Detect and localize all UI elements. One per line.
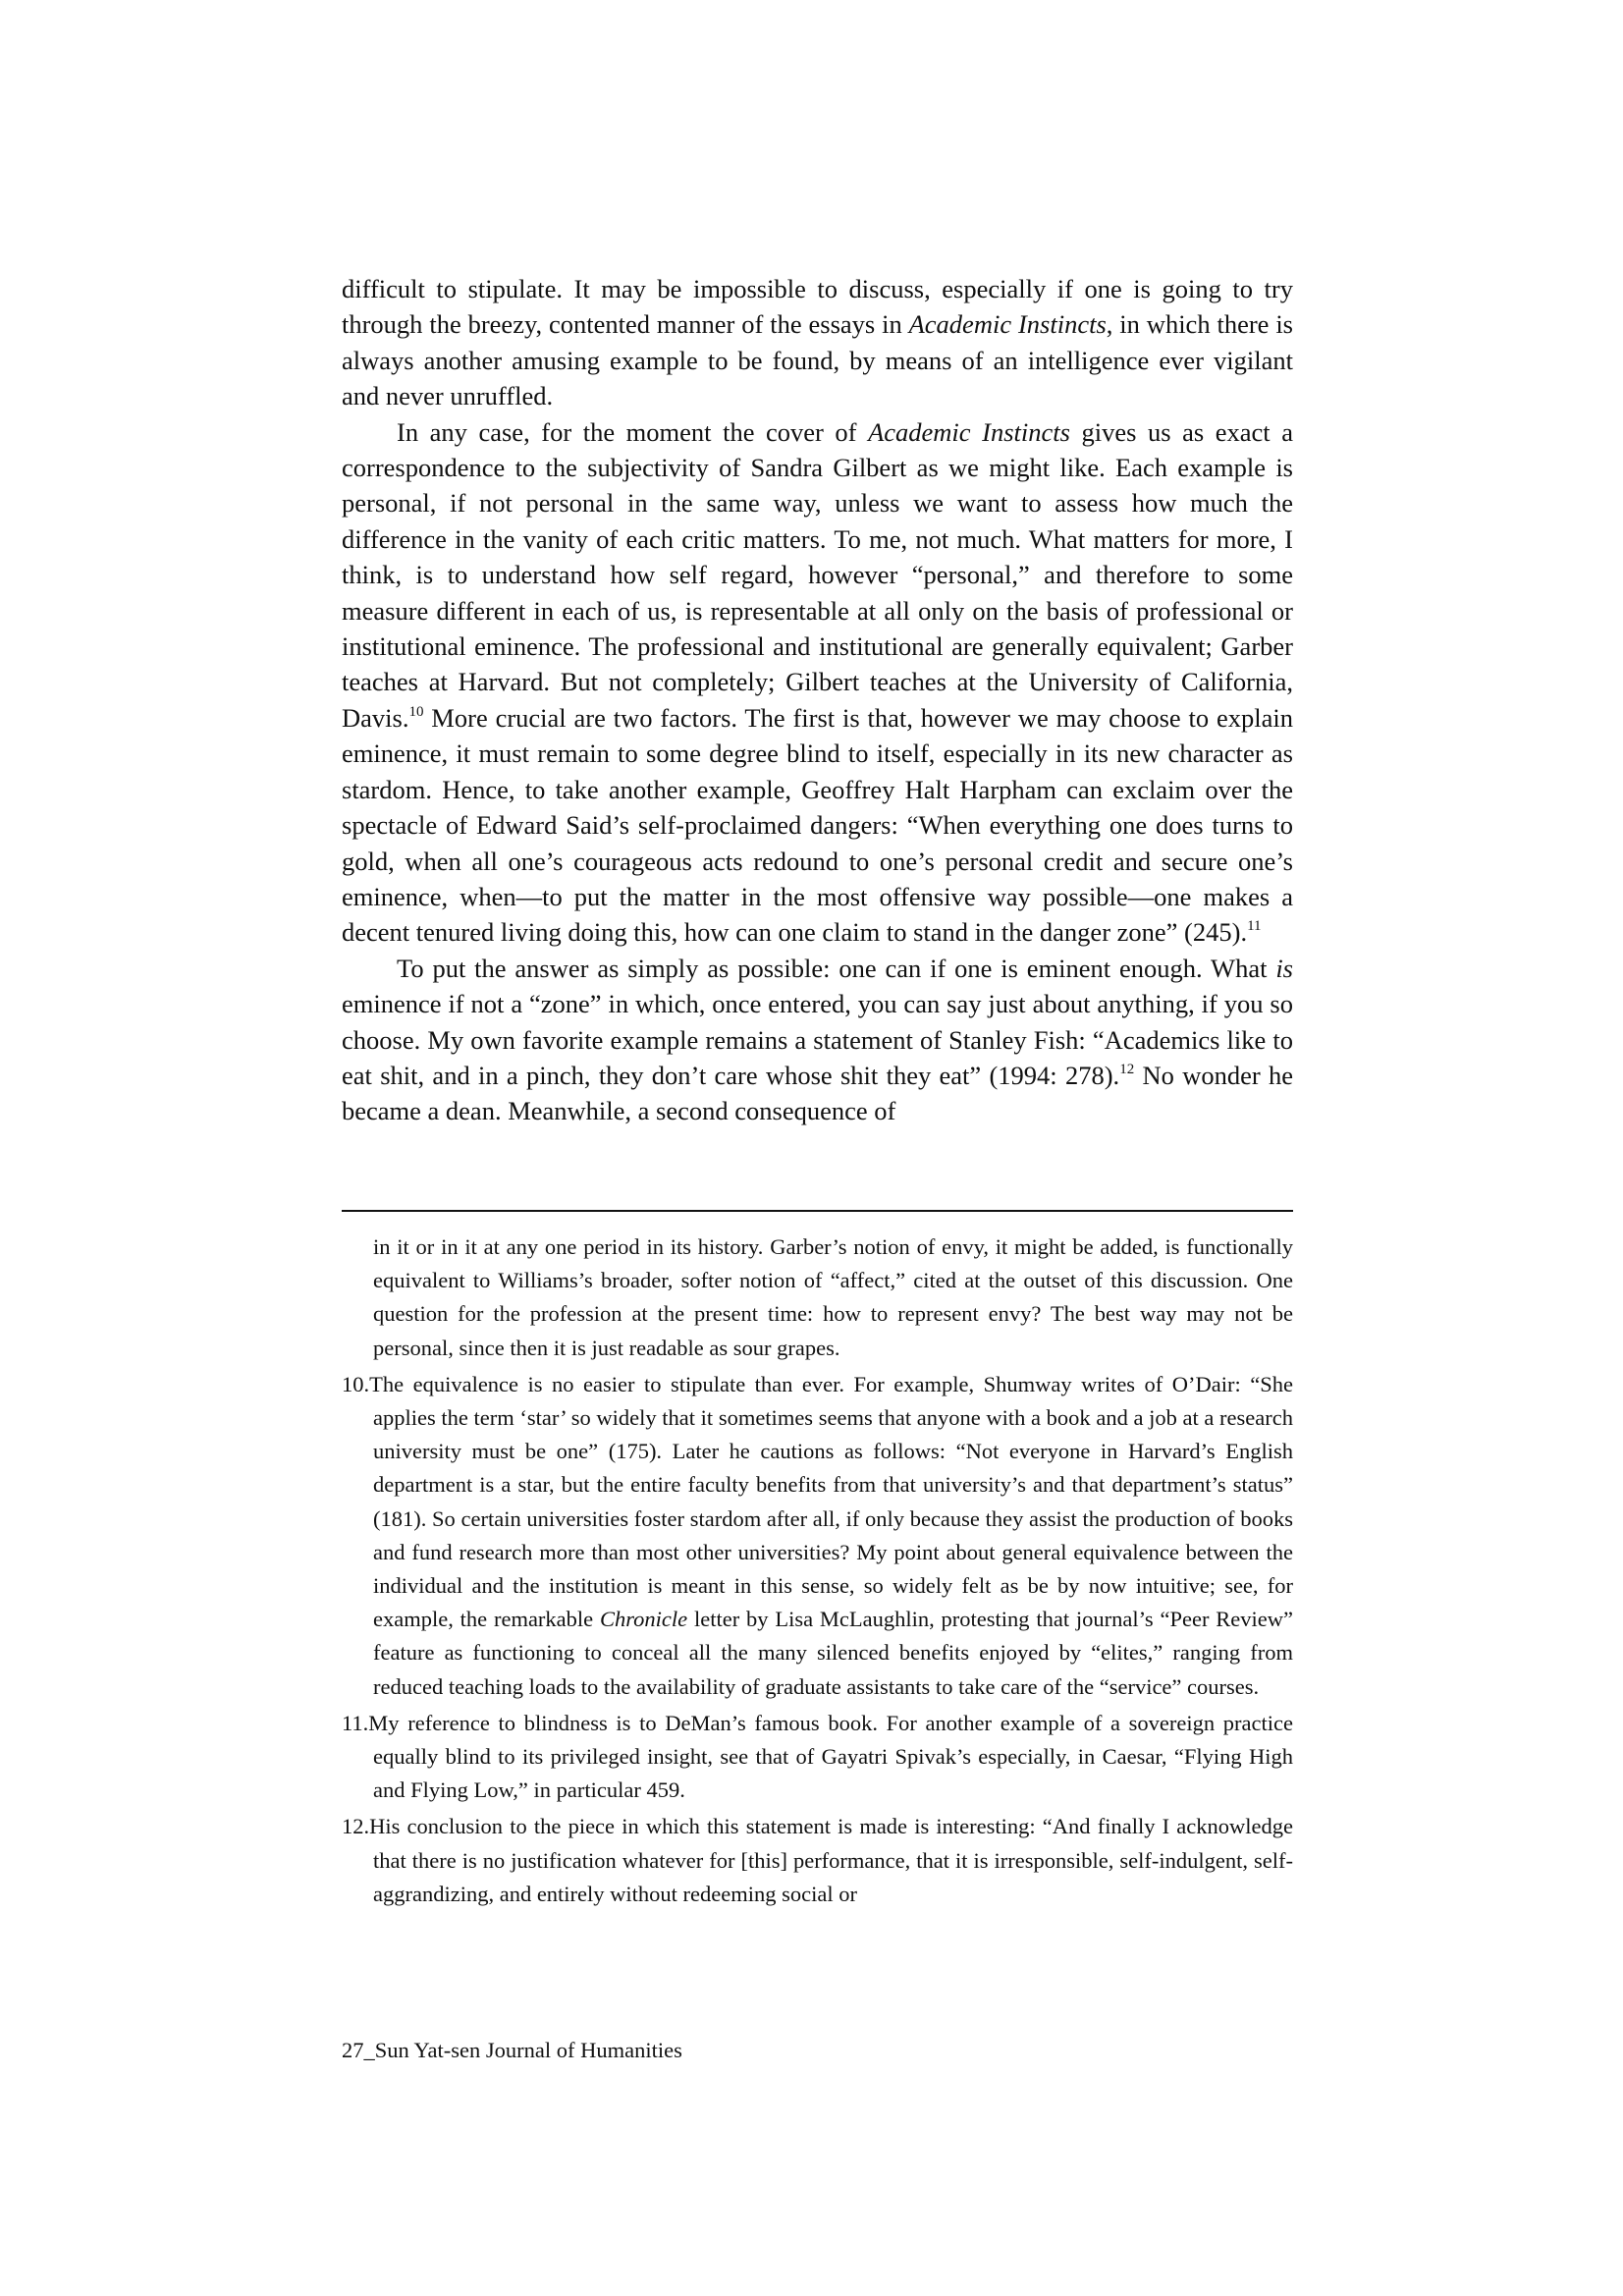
text-run: In any case, for the moment the cover of	[397, 416, 869, 447]
footnotes	[342, 1230, 1293, 1911]
text-run: eminence if not a “zone” in which, once entered, you can say just about anything, if you so choose. My own favorite example remains a statement of Stanley Fish: “Academics like to eat shit, and in a pinch, they don’t care whose shit they eat” (1994: 278).	[342, 989, 1293, 1090]
footnote-11	[342, 1707, 1293, 1808]
paragraph-3	[342, 951, 1293, 1129]
footnote-number: 11.	[342, 1710, 369, 1735]
footnote-continuation: in it or in it at any one period in its history. Garber’s notion of envy, it might be added, is functionally equivalent to Williams’s broader, softer notion of “affect,” cited at the outset of this discussion. One question for the profession at the present time: how to represent envy? The best way may not be personal, since then it is just readable as sour grapes.	[373, 1234, 1293, 1360]
text-run: His conclusion to the piece in which this statement is made is interesting: “And finally I acknowledge that there is no justification whatever for [this] performance, that it is irresponsible, self-indulgent, self-aggrandizing, and entirely without redeeming social or	[369, 1814, 1293, 1906]
italic-word: is	[1275, 953, 1293, 983]
text-run: , in which there is always another amusing example to be found, by means of an intelligence ever vigilant and never unruffled.	[342, 309, 1293, 411]
paragraph-1	[342, 271, 1293, 414]
text-run: letter by Lisa McLaughlin, protesting that journal’s “Peer Review” feature as functioning to conceal all the many silenced benefits enjoyed by “elites,” ranging from reduced teaching loads to the availability of graduate assistants to take care of the “service” courses.	[373, 1607, 1293, 1699]
text-run: The equivalence is no easier to stipulate than ever. For example, Shumway writes of O’Dair: “She applies the term ‘star’ so widely that it sometimes seems that anyone with a book and a job at a research university must be one” (175). Later he cautions as follows: “Not everyone in Harvard’s English department is a star, but the entire faculty benefits from that university’s and that department’s status” (181). So certain universities foster stardom after all, if only because they assist the production of books and fund research more than most other universities? My point about general equivalence between the individual and the institution is meant in this sense, so widely felt as be by now intuitive; see, for example, the remarkable	[369, 1371, 1293, 1632]
footnote-ref-11[interactable]: 11	[1247, 918, 1262, 935]
footnote-ref-12[interactable]: 12	[1119, 1061, 1135, 1077]
text-run: My reference to blindness is to DeMan’s famous book. For another example of a sovereign practice equally blind to its privileged insight, see that of Gayatri Spivak’s especially, in Caesar, “Flying High and Flying Low,” in particular 459.	[368, 1710, 1293, 1803]
paragraph-2	[342, 414, 1293, 951]
italic-title: Chronicle	[599, 1607, 688, 1632]
page-footer: 27_Sun Yat-sen Journal of Humanities	[342, 2038, 682, 2062]
text-run: No wonder he became a dean. Meanwhile, a second consequence of	[342, 1060, 1294, 1126]
footnote-divider	[342, 1210, 1293, 1212]
footnote-10	[342, 1368, 1293, 1704]
main-text	[342, 271, 1293, 1129]
text-run: More crucial are two factors. The first is that, however we may choose to explain eminence, it must remain to some degree blind to itself, especially in its new character as stardom. Hence, to take another example, Geoffrey Halt Harpham can exclaim over the spectacle of Edward Said’s self-proclaimed dangers: “When everything one does turns to gold, when all one’s courageous acts redound to one’s personal credit and secure one’s eminence, when—to put the matter in the most offensive way possible—one makes a decent tenured living doing this, how can one claim to stand in the danger zone” (245).	[342, 702, 1293, 948]
footnote-number: 12.	[342, 1814, 370, 1839]
italic-title: Academic Instincts	[868, 416, 1070, 447]
text-run: difficult to stipulate. It may be impossible to discuss, especially if one is going to try through the breezy, contented manner of the essays in	[342, 274, 1293, 340]
italic-title: Academic Instincts	[908, 309, 1107, 340]
footnote-ref-10[interactable]: 10	[408, 703, 424, 720]
text-run: To put the answer as simply as possible: one can if one is eminent enough. What	[397, 953, 1276, 983]
footnote-number: 10.	[342, 1371, 370, 1396]
footnote-12	[342, 1810, 1293, 1911]
text-run: gives us as exact a correspondence to the subjectivity of Sandra Gilbert as we might like. Each example is personal, if not personal in the same way, unless we want to assess how much the difference in the vanity of each critic matters. To me, not much. What matters for more, I think, is to understand how self regard, however “personal,” and therefore to some measure different in each of us, is representable at all only on the basis of professional or institutional eminence. The professional and institutional are generally equivalent; Garber teaches at Harvard. But not completely; Gilbert teaches at the University of California, Davis.	[342, 416, 1293, 733]
